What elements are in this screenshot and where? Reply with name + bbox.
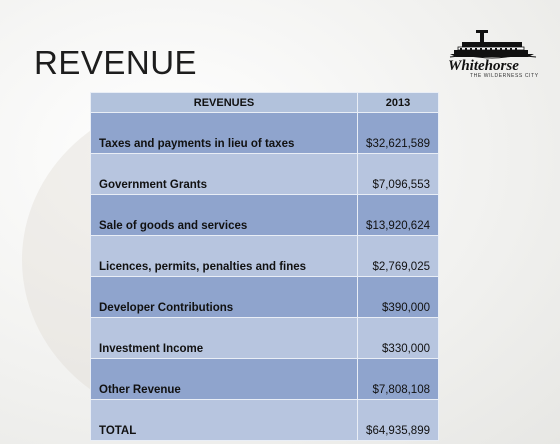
revenue-table — [90, 92, 439, 441]
row-value: $7,096,553 — [358, 154, 439, 195]
row-label: Developer Contributions — [91, 277, 358, 318]
page-title: REVENUE — [34, 44, 198, 81]
row-label: Other Revenue — [91, 359, 358, 400]
header-year: 2013 — [358, 93, 439, 113]
table-row — [91, 154, 439, 195]
row-value: $13,920,624 — [358, 195, 439, 236]
row-label: Sale of goods and services — [91, 195, 358, 236]
logo-wordmark: Whitehorse — [448, 58, 519, 74]
row-label: Investment Income — [91, 318, 358, 359]
row-label: Government Grants — [91, 154, 358, 195]
table-row — [91, 236, 439, 277]
row-value: $7,808,108 — [358, 359, 439, 400]
table-row-total — [91, 400, 439, 441]
row-label: Taxes and payments in lieu of taxes — [91, 113, 358, 154]
row-value: $390,000 — [358, 277, 439, 318]
table-row — [91, 277, 439, 318]
table-row — [91, 318, 439, 359]
table-header-row — [91, 93, 439, 113]
row-value: $330,000 — [358, 318, 439, 359]
table-row — [91, 113, 439, 154]
row-label: TOTAL — [91, 400, 358, 441]
row-value: $64,935,899 — [358, 400, 439, 441]
table-row — [91, 195, 439, 236]
table-row — [91, 359, 439, 400]
row-value: $2,769,025 — [358, 236, 439, 277]
row-label: Licences, permits, penalties and fines — [91, 236, 358, 277]
logo-tagline: THE WILDERNESS CITY — [470, 73, 539, 79]
row-value: $32,621,589 — [358, 113, 439, 154]
header-revenues: REVENUES — [91, 93, 358, 113]
